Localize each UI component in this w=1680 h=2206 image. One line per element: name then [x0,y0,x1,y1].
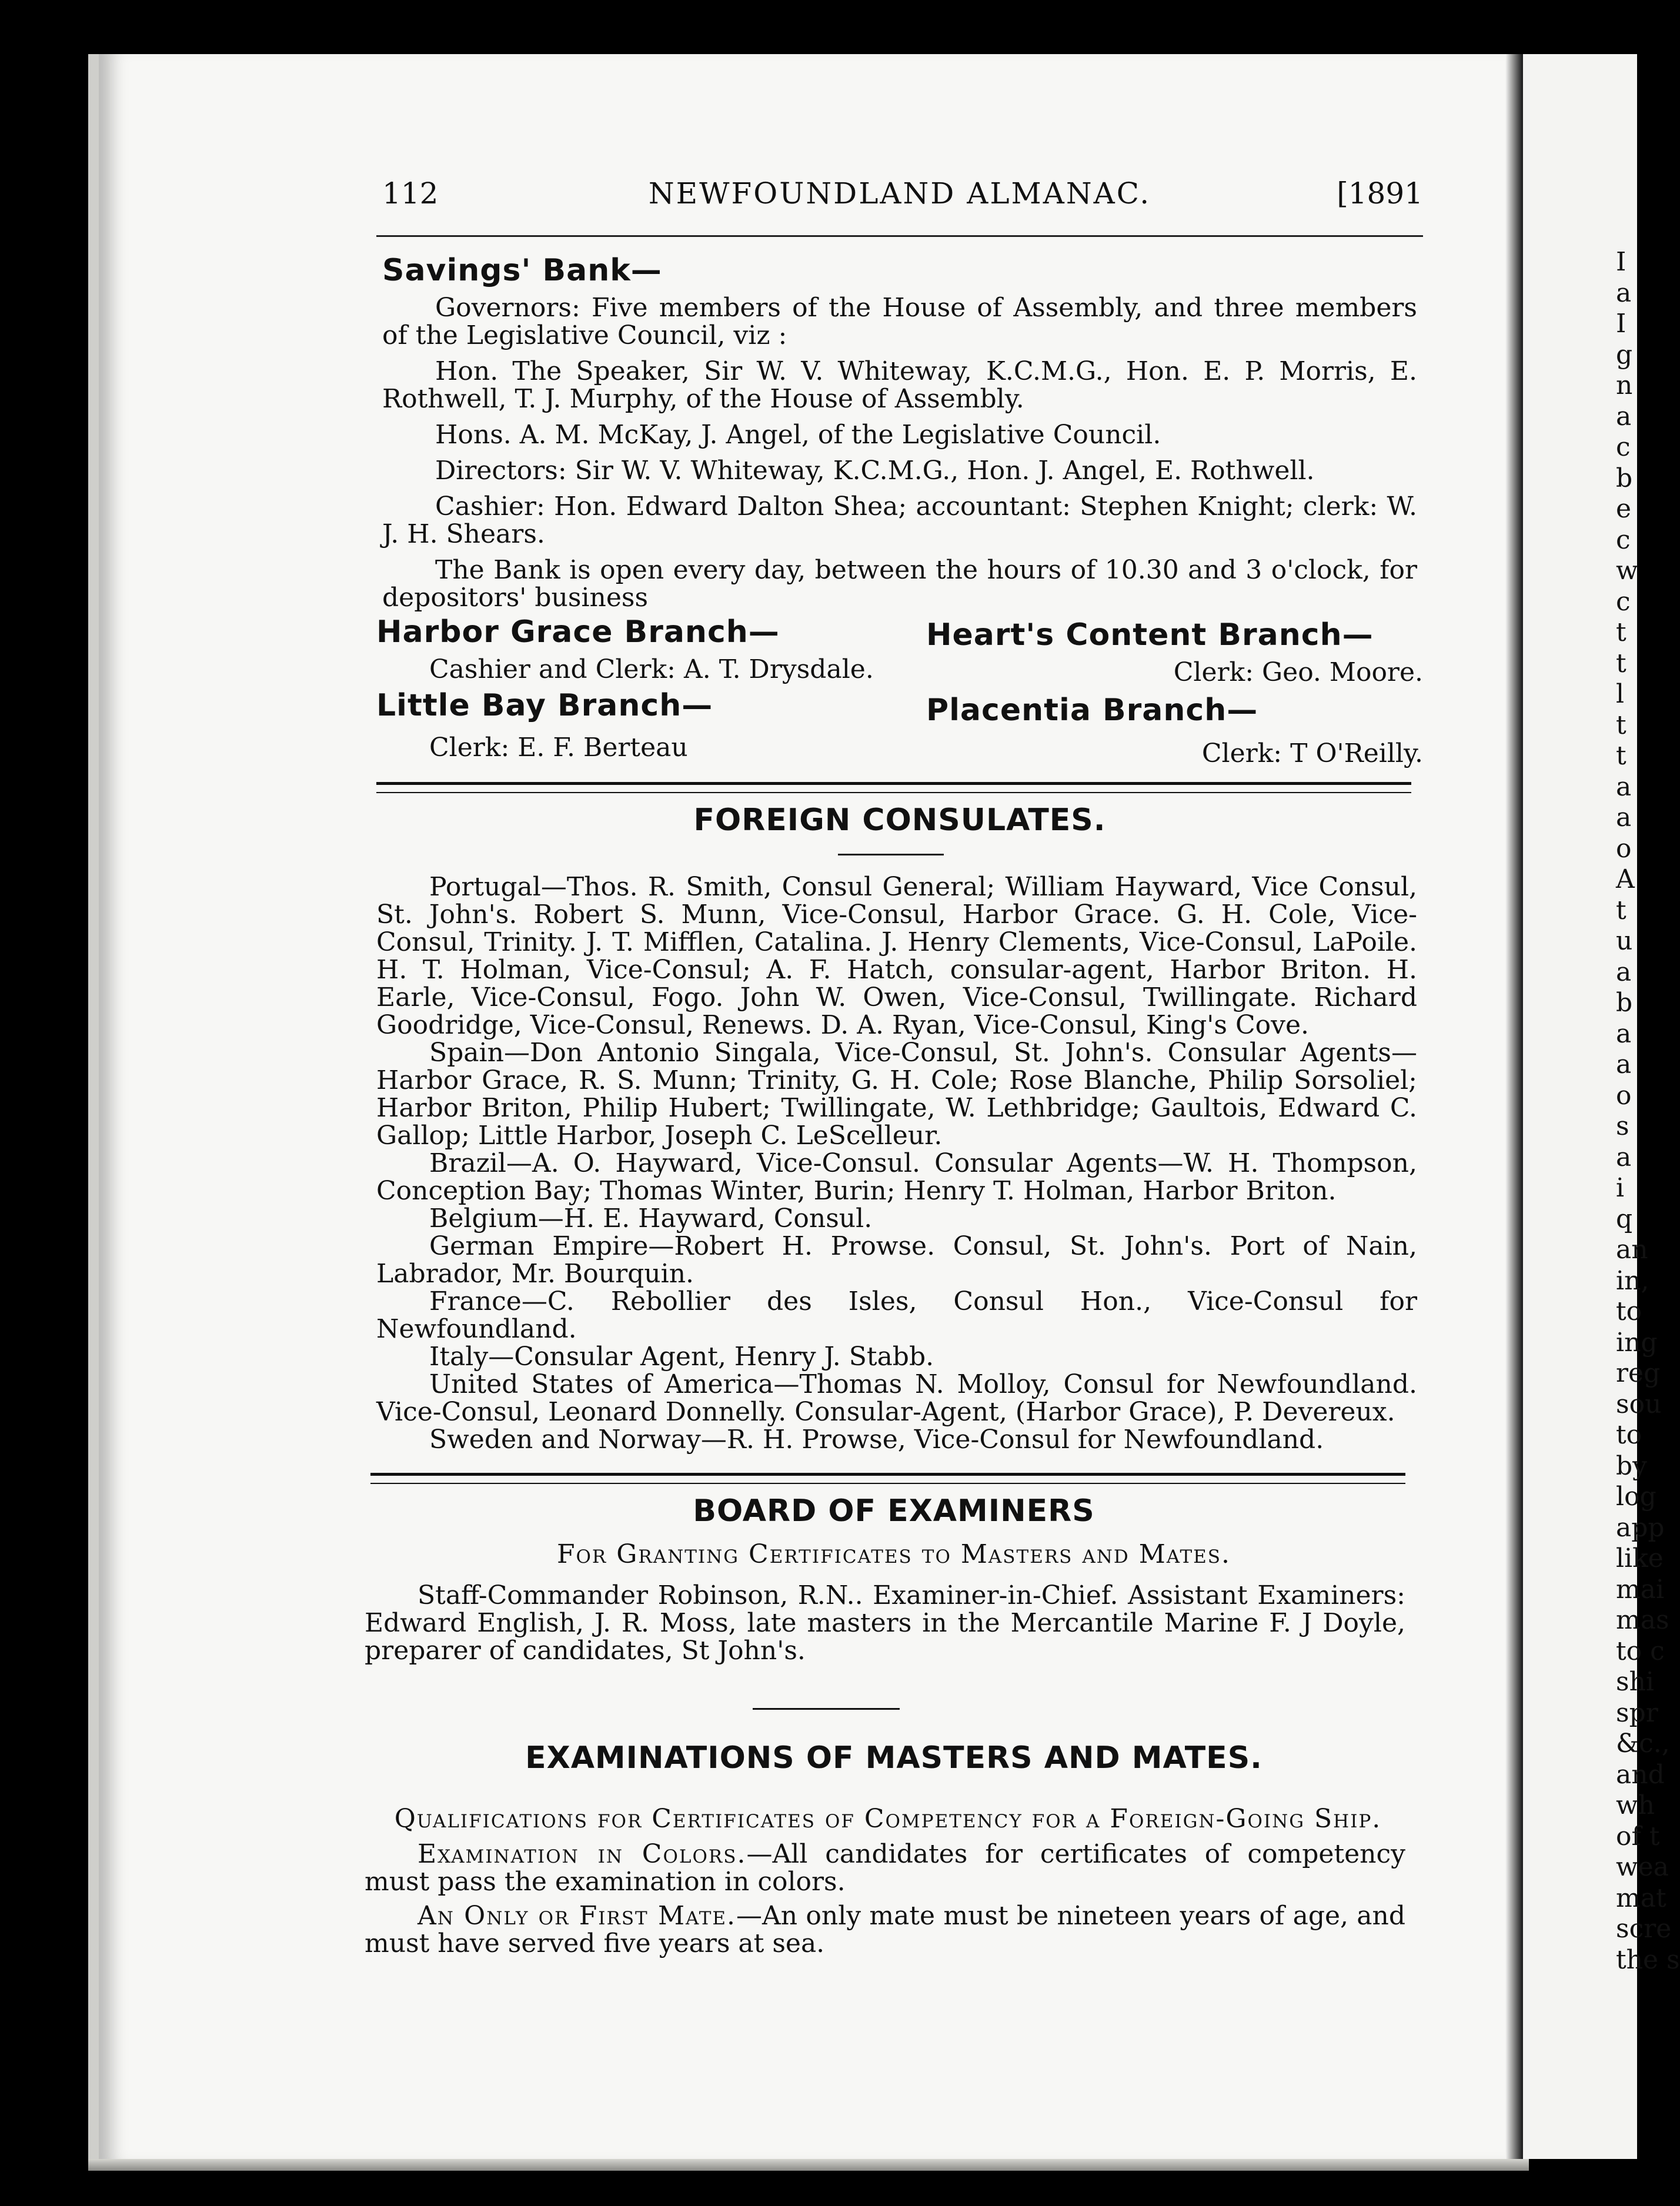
right-page-fragment: to [1616,1420,1642,1450]
consulate-belgium: Belgium—H. E. Hayward, Consul. [429,1204,873,1234]
section-rule [376,782,1411,793]
section-rule [370,1473,1405,1484]
right-page-fragment: b [1616,988,1633,1018]
consulate-usa: United States of America—Thomas N. Molloy, Consul for Newfoundland. Vice-Consul, Leonard Donnelly. Consular-Agent, (Harbor Grace), P. Devereux. [376,1369,1417,1427]
running-head [376,176,1423,223]
right-page-fragment: q [1616,1204,1633,1234]
consulate-spain: Spain—Don Antonio Singala, Vice-Consul, St. John's. Consular Agents—Harbor Grace, R. S. Munn; Trinity, G. H. Cole; Rose Blanche, Philip Sorsoliel; Harbor Briton, Philip Hubert; Twillingate, W. Lethbridge; Gaultois, Edward C. Gallop; Little Harbor, Joseph C. LeScelleur. [376,1038,1417,1151]
right-page-fragment: A [1616,864,1635,894]
heading-underline [838,854,944,855]
examinations-subheading: Qualifications for Certificates of Competency for a Foreign-Going Ship. [394,1804,1382,1834]
right-page-fragment: i [1616,1173,1625,1203]
savings-bank-directors: Directors: Sir W. V. Whiteway, K.C.M.G., Hon. J. Angel, E. Rothwell. [435,456,1315,486]
right-page-fragment: ing [1616,1327,1658,1358]
right-page-fragment: a [1616,1142,1632,1172]
right-page-fragment: o [1616,1080,1632,1111]
right-page-fragment: scre [1616,1914,1672,1944]
consulate-brazil: Brazil—A. O. Hayward, Vice-Consul. Consular Agents—W. H. Thompson, Conception Bay; Thomas Winter, Burin; Henry T. Holman, Harbor Briton. [376,1148,1417,1206]
right-page-fragment: c [1616,586,1631,617]
right-page-fragment: t [1616,648,1626,678]
right-page-fragment: log [1616,1482,1656,1512]
right-page-fragment: to [1616,1296,1642,1326]
right-page-fragment: sou [1616,1389,1662,1419]
right-page-fragment: app [1616,1512,1665,1543]
savings-bank-cashier: Cashier: Hon. Edward Dalton Shea; accountant: Stephen Knight; clerk: W. J. H. Shears. [382,492,1417,549]
hearts-content-staff: Clerk: Geo. Moore. [1173,657,1423,687]
right-page-fragment: c [1616,524,1631,555]
exam-mate-text: —An only mate must be nineteen years of age, and must have served five years at sea. [365,1901,1406,1958]
savings-bank-council: Hons. A. M. McKay, J. Angel, of the Legislative Council. [435,420,1161,450]
right-page-fragment: reg [1616,1358,1661,1388]
savings-bank-section [382,294,1417,611]
right-page-fragment: t [1616,895,1626,925]
savings-bank-assembly: Hon. The Speaker, Sir W. V. Whiteway, K.C.M.G., Hon. E. P. Morris, E. Rothwell, T. J. Murphy, of the House of Assembly. [382,356,1417,414]
right-page-fragment: c [1616,432,1631,462]
right-page-fragment: to c [1616,1636,1665,1666]
placentia-staff: Clerk: T O'Reilly. [1201,738,1423,768]
right-page-fragment: b [1616,463,1633,493]
consulate-france: France—C. Rebollier des Isles, Consul Hon., Vice-Consul for Newfoundland. [376,1286,1417,1344]
consulate-italy: Italy—Consular Agent, Henry J. Stabb. [429,1342,934,1372]
right-page-fragment: a [1616,957,1632,987]
right-page-fragment: a [1616,771,1632,802]
right-page-fragment: a [1616,278,1632,308]
consulates-heading: FOREIGN CONSULATES. [693,803,1106,838]
right-page-fragment: wea [1616,1852,1669,1882]
right-page-fragment: the s [1616,1944,1680,1975]
year: [1891 [1337,176,1423,210]
examiners-subheading: For Granting Certificates to Masters and Mates. [556,1539,1231,1569]
running-title: NEWFOUNDLAND ALMANAC. [648,176,1151,210]
right-page-fragment: e [1616,494,1632,524]
right-page-fragment: shi [1616,1667,1654,1697]
savings-bank-heading: Savings' Bank— [382,253,662,288]
hearts-content-heading: Heart's Content Branch— [926,617,1374,653]
short-rule [753,1708,900,1710]
exam-colors-label: Examination in Colors. [418,1839,747,1869]
savings-bank-governors: Governors: Five members of the House of Assembly, and three members of the Legislative Council, viz : [382,293,1417,350]
harbor-grace-staff: Cashier and Clerk: A. T. Drysdale. [429,654,874,684]
right-page-fragment: s [1616,1111,1629,1141]
right-page-fragment: and [1616,1759,1665,1790]
right-page-fragment: t [1616,710,1626,740]
right-page-fragment: t [1616,741,1626,771]
right-page-fragment: an [1616,1235,1648,1265]
right-page-fragment: by [1616,1450,1648,1481]
right-page-fragment: g [1616,339,1633,370]
right-page-fragment: like [1616,1543,1664,1573]
placentia-heading: Placentia Branch— [926,693,1258,728]
exam-mate-label: An Only or First Mate. [418,1901,737,1931]
right-page-fragment: a [1616,803,1632,833]
right-page-fragment: &c., [1616,1729,1670,1759]
right-page-fragment: a [1616,401,1632,432]
right-page-fragment: t [1616,617,1626,647]
page-number: 112 [382,176,439,210]
right-page-fragment: w [1616,556,1638,586]
little-bay-staff: Clerk: E. F. Berteau [429,733,688,763]
consulate-portugal: Portugal—Thos. R. Smith, Consul General; William Hayward, Vice Consul, St. John's. Robert S. Munn, Vice-Consul, Harbor Grace. G. H. Cole, Vice-Consul, Trinity. J. T. Mifflen, Catalina. J. Henry Clements, Vice-Consul, LaPoile. H. T. Holman, Vice-Consul; A. F. Hatch, consular-agent, Harbor Briton. H. Earle, Vice-Consul, Fogo. John W. Owen, Vice-Consul, Twillingate. Richard Goodridge, Vice-Consul, Renews. D. A. Ryan, Vice-Consul, King's Cove. [376,872,1417,1040]
right-page-fragment: mat [1616,1883,1666,1913]
examiners-body: Staff-Commander Robinson, R.N.. Examiner-in-Chief. Assistant Examiners: Edward English, J. R. Moss, late masters in the Mercantile Marine F. J Doyle, preparer of candidates, St John's. [365,1580,1405,1666]
consulate-germany: German Empire—Robert H. Prowse. Consul, St. John's. Port of Nain, Labrador, Mr. Bourquin. [376,1231,1417,1289]
right-page-fragment: u [1616,926,1633,956]
header-rule [376,235,1423,237]
exam-colors [365,1840,1405,1896]
harbor-grace-heading: Harbor Grace Branch— [376,614,780,650]
right-page-fragment: o [1616,833,1632,864]
right-page-fragment: of t [1616,1821,1660,1851]
right-page-fragment: mas [1616,1605,1669,1635]
savings-bank-hours: The Bank is open every day, between the hours of 10.30 and 3 o'clock, for depositors' business [382,555,1417,613]
right-page-fragment: n [1616,370,1633,400]
right-page-fragment: spr [1616,1697,1658,1728]
consulates-list [376,873,1417,1453]
right-page-fragment: a [1616,1049,1632,1079]
page-bottom-edge [88,2159,1529,2171]
consulate-sweden: Sweden and Norway—R. H. Prowse, Vice-Consul for Newfoundland. [429,1425,1324,1455]
right-page-fragment: l [1616,679,1625,709]
exam-mate [365,1902,1405,1957]
right-page-fragment: a [1616,1018,1632,1049]
right-page-fragment: wh [1616,1790,1655,1820]
little-bay-heading: Little Bay Branch— [376,688,713,723]
right-page-fragment: I [1616,309,1626,339]
right-page-fragment: in, [1616,1265,1649,1296]
right-page-fragment: I [1616,247,1626,277]
examiners-heading: BOARD OF EXAMINERS [693,1493,1095,1529]
examinations-heading: EXAMINATIONS OF MASTERS AND MATES. [525,1740,1262,1776]
right-page-fragment: mai [1616,1574,1665,1605]
exam-colors-text: —All candidates for certificates of competency must pass the examination in colors. [365,1839,1405,1897]
